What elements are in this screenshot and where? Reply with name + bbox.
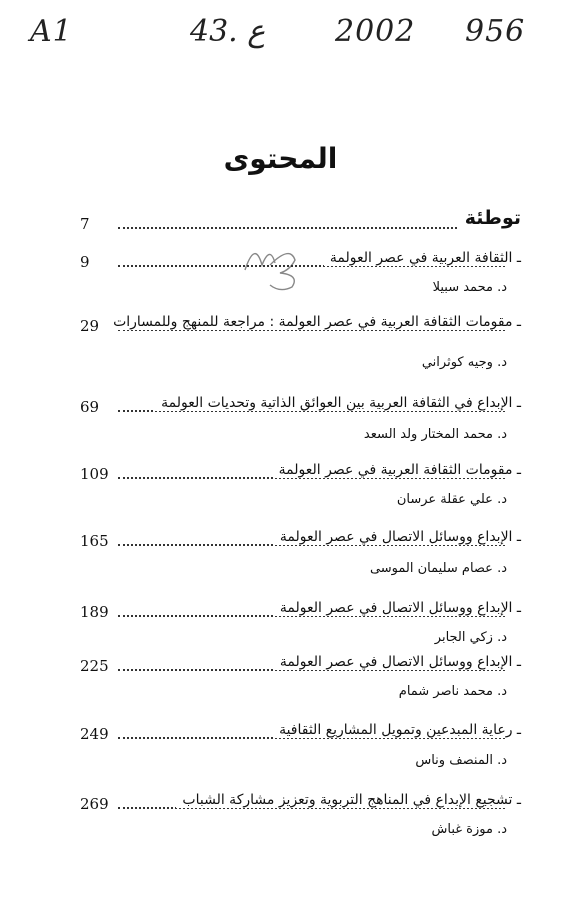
entry-title: ـ تشجيع الإبداع في المناهج التربوية وتعزيز مشاركة الشباب <box>176 792 521 808</box>
page-number: 7 <box>80 215 90 233</box>
page-number: 225 <box>80 657 109 675</box>
entry-title: ـ الإبداع ووسائل الاتصال في عصر العولمة <box>274 600 521 616</box>
toc-entry <box>0 462 561 485</box>
toc-entry <box>0 600 561 623</box>
handwritten-mark: 956 <box>465 14 526 49</box>
toc-entry <box>0 529 561 552</box>
page-title: المحتوى <box>223 142 338 175</box>
page-number: 69 <box>80 398 100 416</box>
toc-entry <box>0 792 561 815</box>
toc-entry <box>0 654 561 677</box>
entry-title: ـ الإبداع ووسائل الاتصال في عصر العولمة <box>274 529 521 545</box>
toc-entry <box>0 207 561 235</box>
page-number: 29 <box>80 317 100 335</box>
entry-title: ـ الثقافة العربية في عصر العولمة <box>324 250 521 266</box>
entry-title: ـ رعاية المبدعين وتمويل المشاريع الثقافية <box>273 722 521 738</box>
handwritten-mark: A1 <box>30 14 73 49</box>
entry-author: د. محمد سبيلا <box>432 280 507 295</box>
toc-entry <box>0 314 561 337</box>
page-number: 165 <box>80 532 109 550</box>
entry-author: د. محمد ناصر شمام <box>398 684 507 699</box>
entry-author: د. عصام سليمان الموسى <box>369 561 507 576</box>
page-number: 249 <box>80 725 109 743</box>
entry-title: ـ مقومات الثقافة العربية في عصر العولمة : مراجعة للمنهج وللمسارات <box>107 314 521 330</box>
toc-entry <box>0 250 561 273</box>
dot-leader <box>118 215 505 229</box>
page-number: 189 <box>80 603 109 621</box>
handwritten-mark: 43. ع <box>190 14 266 49</box>
entry-author: د. علي عقلة عرسان <box>396 492 507 507</box>
toc-entry <box>0 395 561 418</box>
entry-author: د. موزة غباش <box>431 822 507 837</box>
entry-title: ـ الإبداع ووسائل الاتصال في عصر العولمة <box>274 654 521 670</box>
entry-title: ـ الإبداع في الثقافة العربية بين العوائق الذاتية وتحديات العولمة <box>155 395 521 411</box>
page-number: 109 <box>80 465 109 483</box>
entry-author: د. زكي الجابر <box>434 630 507 645</box>
page-number: 9 <box>80 253 90 271</box>
page-number: 269 <box>80 795 109 813</box>
entry-title: توطئة <box>459 207 521 229</box>
entry-author: د. محمد المختار ولد السعد <box>363 427 507 442</box>
handwritten-mark: 2002 <box>335 14 416 49</box>
entry-author: د. وجيه كوثراني <box>421 355 507 370</box>
toc-entry <box>0 722 561 745</box>
entry-title: ـ مقومات الثقافة العربية في عصر العولمة <box>273 462 521 478</box>
entry-author: د. المنصف وناس <box>415 753 507 768</box>
